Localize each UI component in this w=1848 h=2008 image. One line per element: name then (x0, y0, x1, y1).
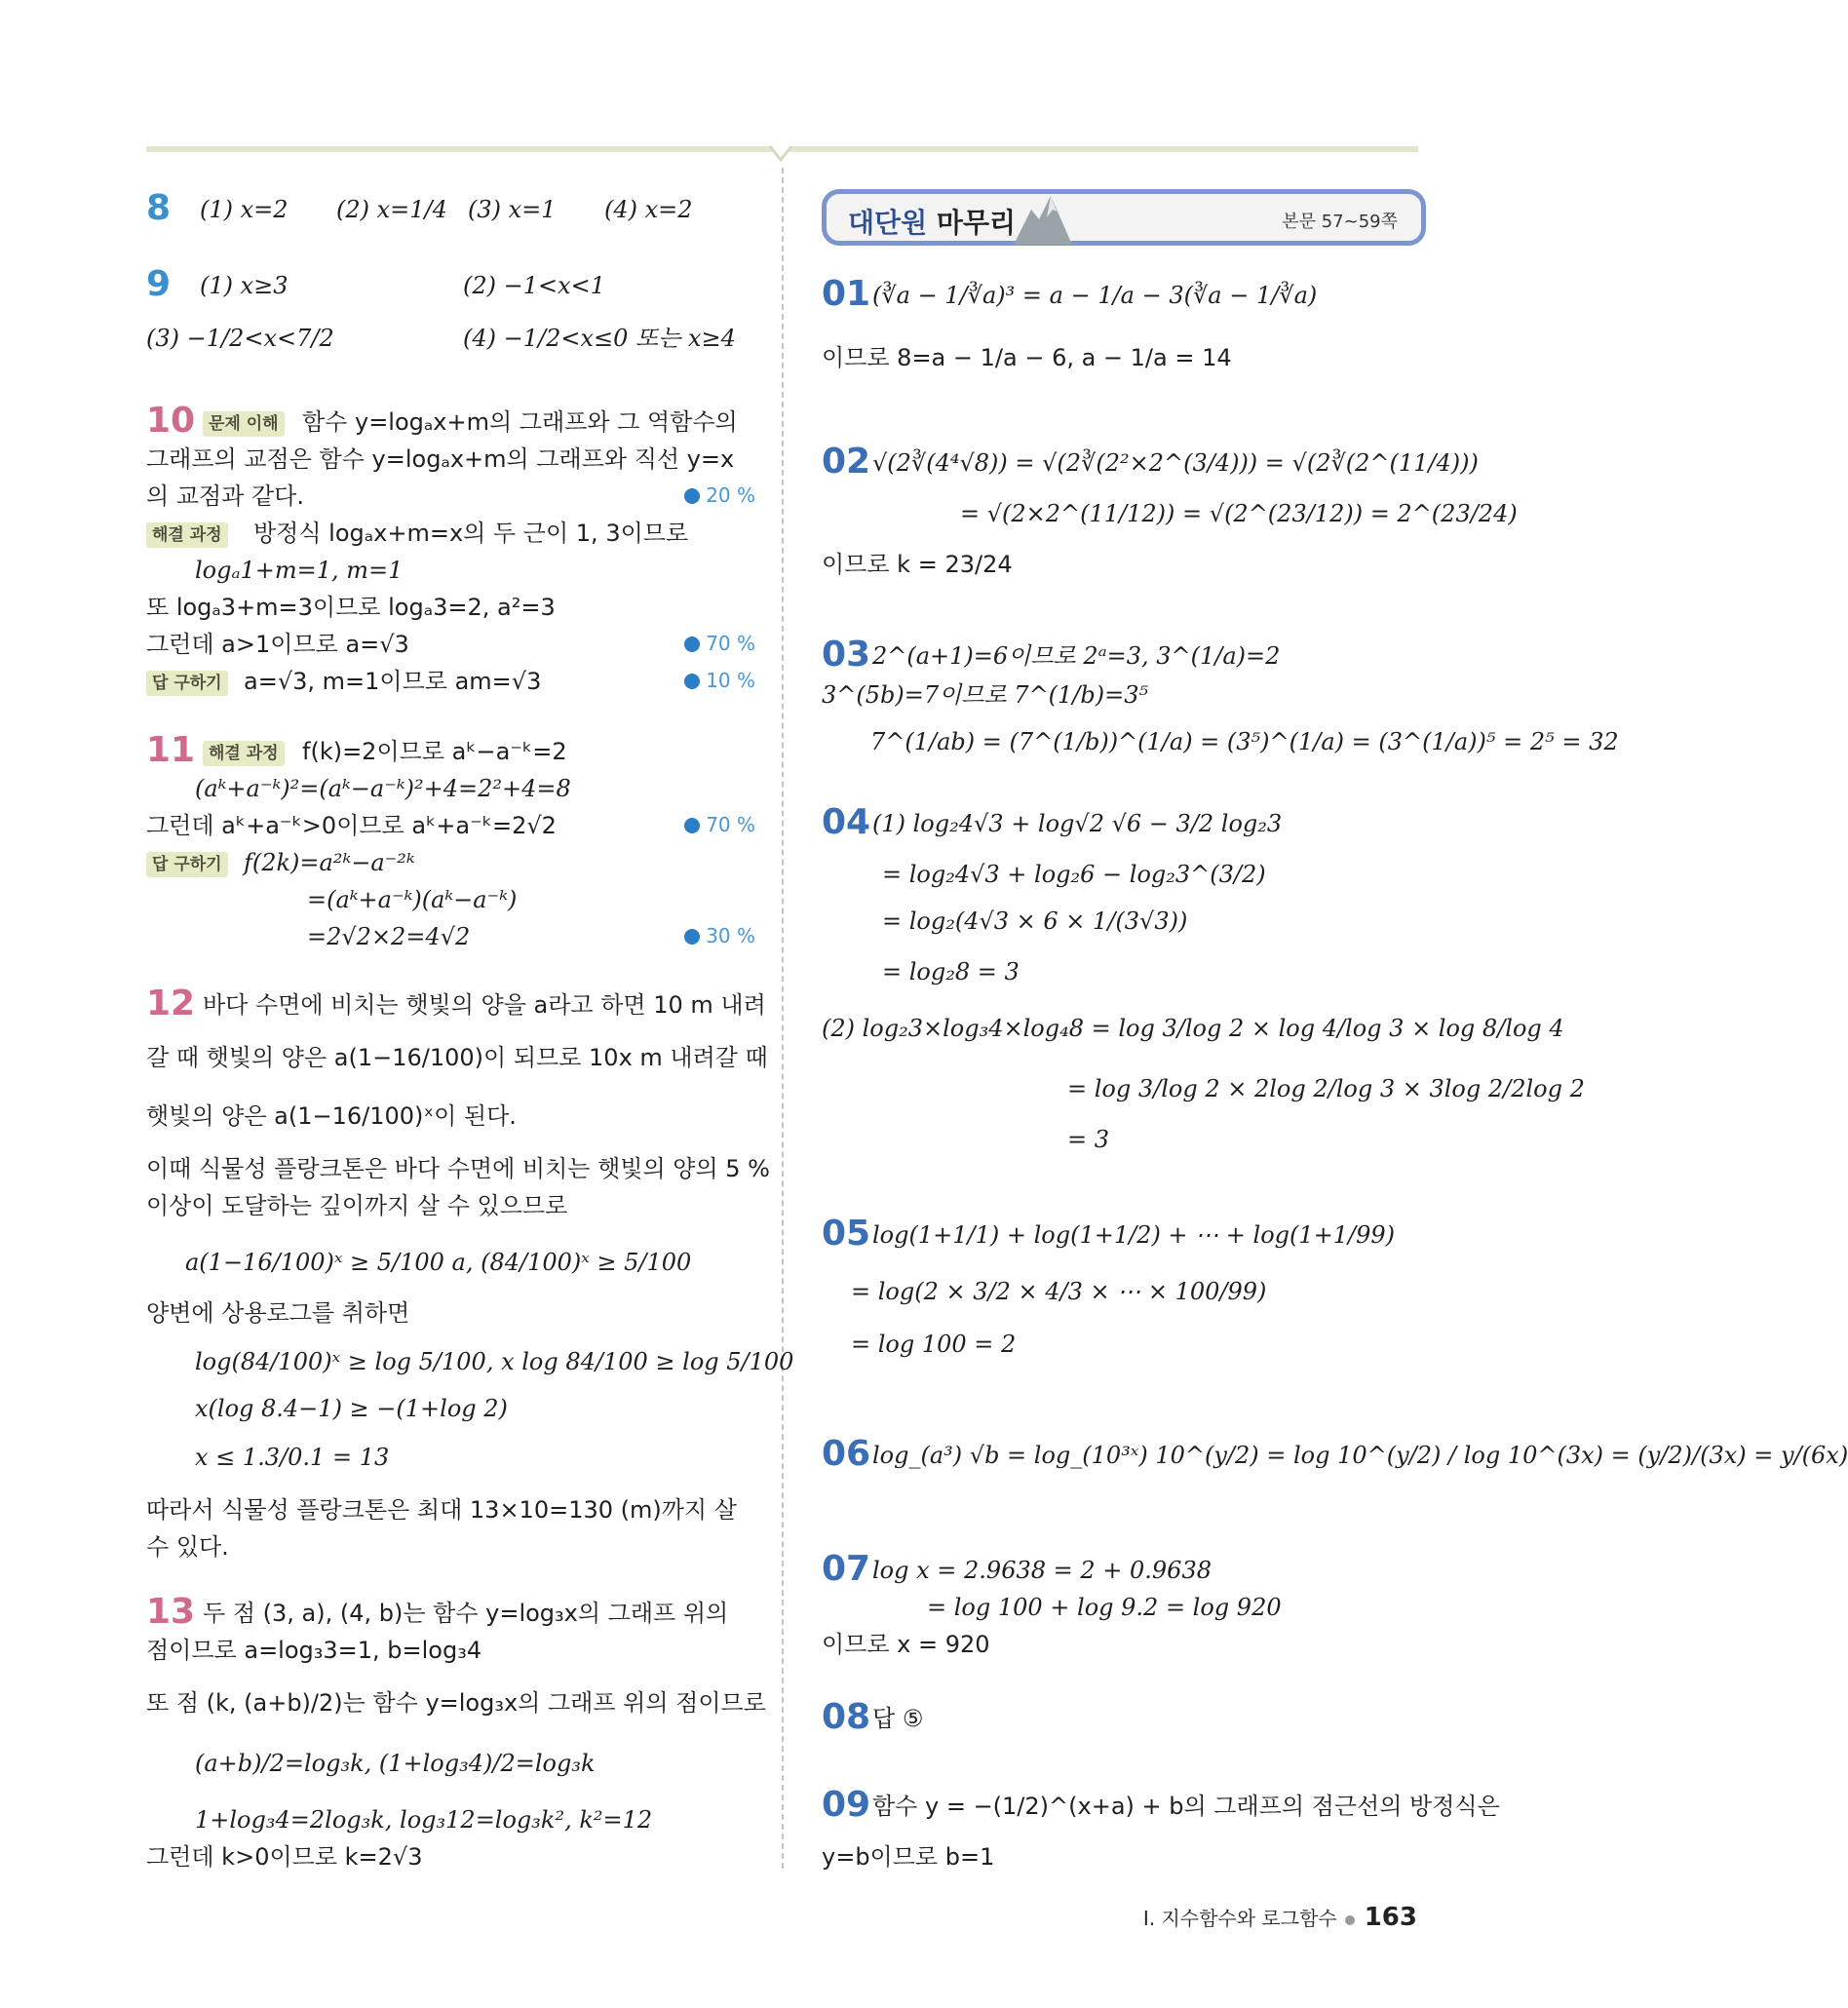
q02-line-2: = √(2×2^(11/12)) = √(2^(23/12)) = 2^(23/24) (960, 500, 1518, 527)
question-number-03: 03 (822, 635, 871, 675)
p13-line-1: 두 점 (3, a), (4, b)는 함수 y=log₃x의 그래프 위의 (203, 1600, 729, 1627)
tag-solving-process: 해결 과정 (203, 741, 285, 766)
percent-icon (684, 674, 700, 689)
q01-line-1: (∛a − 1/∛a)³ = a − 1/a − 3(∛a − 1/∛a) (872, 282, 1318, 309)
footer-dot-icon (1345, 1915, 1355, 1925)
problem-number-9: 9 (146, 264, 172, 304)
p9-answer-4: (4) −1/2<x≤0 또는 x≥4 (463, 325, 736, 352)
q03-line-2: 3^(5b)=7이므로 7^(1/b)=3⁵ (822, 681, 1149, 709)
p12-line-12: 수 있다. (146, 1533, 229, 1561)
banner-title: 대단원 마무리 (848, 207, 1017, 239)
question-number-09: 09 (822, 1785, 871, 1825)
p10-line-6: 또 logₐ3+m=3이므로 logₐ3=2, a²=3 (146, 594, 556, 621)
q07-line-1: log x = 2.9638 = 2 + 0.9638 (872, 1557, 1212, 1584)
p11-line-5: =(aᵏ+a⁻ᵏ)(aᵏ−a⁻ᵏ) (307, 886, 518, 913)
p8-answer-3: (3) x=1 (468, 196, 557, 223)
p10-line-8: a=√3, m=1이므로 am=√3 (244, 668, 542, 695)
q09-line-1: 함수 y = −(1/2)^(x+a) + b의 그래프의 점근선의 방정식은 (872, 1793, 1500, 1820)
p8-answer-2: (2) x=1/4 (336, 196, 447, 223)
p8-answer-1: (1) x=2 (200, 196, 289, 223)
percent-icon (684, 818, 700, 833)
textbook-page-reference: 본문 57~59쪽 (1282, 212, 1398, 232)
tag-problem-understanding: 문제 이해 (203, 411, 285, 437)
question-number-02: 02 (822, 442, 871, 482)
question-number-05: 05 (822, 1214, 871, 1254)
percent-icon (684, 929, 700, 945)
p10-line-5: logₐ1+m=1, m=1 (195, 557, 404, 584)
q05-line-1: log(1+1/1) + log(1+1/2) + ⋯ + log(1+1/99) (872, 1221, 1396, 1249)
question-number-06: 06 (822, 1434, 871, 1474)
p12-line-7: 양변에 상용로그를 취하면 (146, 1299, 410, 1327)
p10-percent-1: 20 % (684, 483, 755, 507)
q01-line-2: 이므로 8=a − 1/a − 6, a − 1/a = 14 (822, 344, 1232, 371)
q04-line-1: (1) log₂4√3 + log√2 √6 − 3/2 log₂3 (872, 810, 1283, 837)
problem-number-12: 12 (146, 984, 196, 1023)
page-footer (1143, 1903, 1417, 1932)
problem-number-8: 8 (146, 188, 172, 228)
question-number-01: 01 (822, 274, 871, 314)
chapter-title: Ⅰ. 지수함수와 로그함수 (1142, 1907, 1337, 1930)
p9-answer-2: (2) −1<x<1 (463, 272, 606, 299)
q04-line-7: = 3 (1067, 1126, 1110, 1153)
q05-line-2: = log(2 × 3/2 × 4/3 × ⋯ × 100/99) (851, 1278, 1267, 1305)
q04-line-3: = log₂(4√3 × 6 × 1/(3√3)) (882, 907, 1188, 935)
q09-line-2: y=b이므로 b=1 (822, 1843, 995, 1871)
p12-line-5: 이상이 도달하는 깊이까지 살 수 있으므로 (146, 1192, 568, 1219)
q08-answer: 답 ⑤ (872, 1705, 924, 1732)
p11-line-2: (aᵏ+a⁻ᵏ)²=(aᵏ−a⁻ᵏ)²+4=2²+4=8 (195, 775, 571, 802)
p12-line-4: 이때 식물성 플랑크톤은 바다 수면에 비치는 햇빛의 양의 5 % (146, 1155, 770, 1182)
p11-line-4: f(2k)=a²ᵏ−a⁻²ᵏ (244, 849, 415, 876)
q06-line-1: log_(a³) √b = log_(10³ˣ) 10^(y/2) = log 10^(y/2) / log 10^(3x) = (y/2)/(3x) = y/(6x) (872, 1442, 1848, 1469)
q05-line-3: = log 100 = 2 (851, 1331, 1017, 1358)
problem-number-11: 11 (146, 730, 196, 770)
q04-line-6: = log 3/log 2 × 2log 2/log 3 × 3log 2/2log 2 (1067, 1075, 1585, 1102)
p12-line-9: x(log 8.4−1) ≥ −(1+log 2) (195, 1395, 508, 1422)
p8-answer-4: (4) x=2 (604, 196, 693, 223)
percent-icon (684, 637, 700, 652)
tag-getting-answer: 답 구하기 (146, 852, 228, 877)
p12-line-6: a(1−16/100)ˣ ≥ 5/100 a, (84/100)ˣ ≥ 5/100 (185, 1249, 692, 1276)
p13-line-2: 점이므로 a=log₃3=1, b=log₃4 (146, 1637, 482, 1664)
p12-line-1: 바다 수면에 비치는 햇빛의 양을 a라고 하면 10 m 내려 (203, 991, 766, 1019)
q03-line-1: 2^(a+1)=6이므로 2ᵃ=3, 3^(1/a)=2 (872, 642, 1281, 670)
p13-line-3: 또 점 (k, (a+b)/2)는 함수 y=log₃x의 그래프 위의 점이므로 (146, 1689, 766, 1717)
p11-line-3: 그런데 aᵏ+a⁻ᵏ>0이므로 aᵏ+a⁻ᵏ=2√2 (146, 812, 557, 839)
p12-line-2: 갈 때 햇빛의 양은 a(1−16/100)이 되므로 10x m 내려갈 때 (146, 1044, 768, 1071)
p12-line-3: 햇빛의 양은 a(1−16/100)ˣ이 된다. (146, 1102, 517, 1130)
p12-line-11: 따라서 식물성 플랑크톤은 최대 13×10=130 (m)까지 살 (146, 1496, 737, 1524)
p10-percent-2: 70 % (684, 632, 755, 655)
q07-line-3: 이므로 x = 920 (822, 1631, 990, 1658)
p10-line-2: 그래프의 교점은 함수 y=logₐx+m의 그래프와 직선 y=x (146, 445, 735, 473)
question-number-04: 04 (822, 802, 871, 842)
chapter-review-banner (822, 189, 1426, 246)
p10-line-1: 함수 y=logₐx+m의 그래프와 그 역함수의 (302, 408, 738, 436)
p13-line-6: 그런데 k>0이므로 k=2√3 (146, 1843, 423, 1871)
q04-line-5: (2) log₂3×log₃4×log₄8 = log 3/log 2 × log 4/log 3 × log 8/log 4 (822, 1015, 1564, 1042)
tag-getting-answer: 답 구하기 (146, 671, 228, 696)
p13-line-5: 1+log₃4=2log₃k, log₃12=log₃k², k²=12 (195, 1806, 653, 1834)
q04-line-4: = log₂8 = 3 (882, 958, 1020, 985)
mountain-icon (1014, 190, 1072, 245)
column-divider (782, 168, 784, 1869)
p11-line-6: =2√2×2=4√2 (307, 923, 471, 950)
p10-line-3: 의 교점과 같다. (146, 483, 304, 510)
p13-line-4: (a+b)/2=log₃k, (1+log₃4)/2=log₃k (195, 1750, 596, 1777)
p9-answer-1: (1) x≥3 (200, 272, 289, 299)
percent-icon (684, 488, 700, 504)
top-notch (770, 146, 791, 162)
q04-line-2: = log₂4√3 + log₂6 − log₂3^(3/2) (882, 861, 1266, 888)
p11-percent-2: 30 % (684, 924, 755, 947)
problem-number-10: 10 (146, 401, 196, 441)
question-number-07: 07 (822, 1549, 871, 1589)
p11-line-1: f(k)=2이므로 aᵏ−a⁻ᵏ=2 (302, 738, 567, 765)
q02-line-1: √(2∛(4⁴√8)) = √(2∛(2²×2^(3/4))) = √(2∛(2^(11/4))) (872, 449, 1479, 477)
q02-line-3: 이므로 k = 23/24 (822, 551, 1013, 578)
p10-line-4: 방정식 logₐx+m=x의 두 근이 1, 3이므로 (253, 520, 689, 547)
p9-answer-3: (3) −1/2<x<7/2 (146, 325, 334, 352)
q03-line-3: 7^(1/ab) = (7^(1/b))^(1/a) = (3⁵)^(1/a) = (3^(1/a))⁵ = 2⁵ = 32 (870, 728, 1619, 755)
p12-line-8: log(84/100)ˣ ≥ log 5/100, x log 84/100 ≥ log 5/100 (195, 1348, 794, 1375)
q07-line-2: = log 100 + log 9.2 = log 920 (927, 1594, 1282, 1621)
problem-number-13: 13 (146, 1592, 196, 1632)
p12-line-10: x ≤ 1.3/0.1 = 13 (195, 1444, 390, 1471)
tag-solving-process: 해결 과정 (146, 522, 228, 548)
p10-line-7: 그런데 a>1이므로 a=√3 (146, 631, 409, 658)
page-number: 163 (1364, 1903, 1417, 1932)
p11-percent-1: 70 % (684, 813, 755, 836)
p10-percent-3: 10 % (684, 669, 755, 692)
question-number-08: 08 (822, 1697, 871, 1737)
